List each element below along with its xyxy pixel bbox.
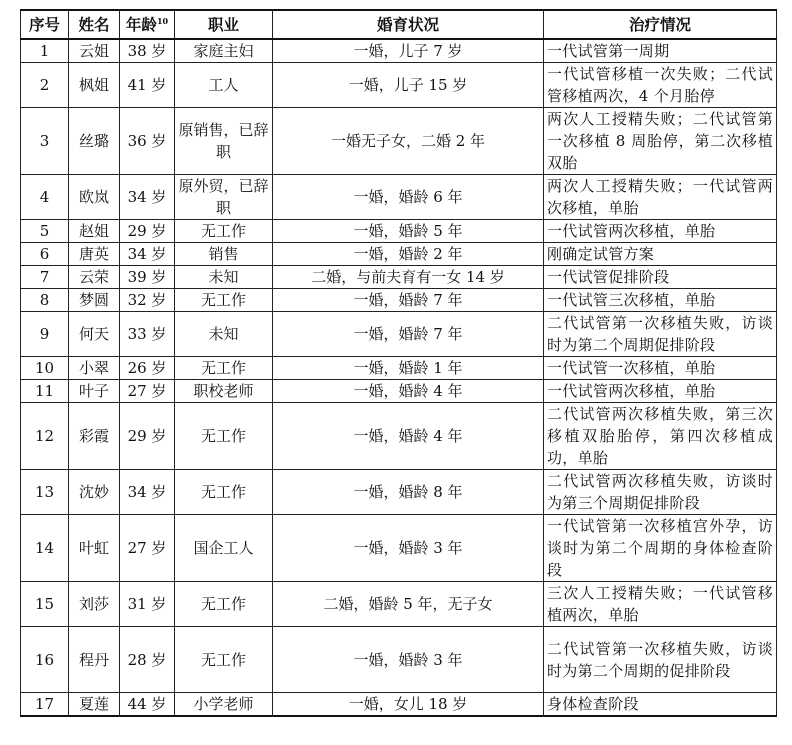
cell-index: 10 [21, 357, 69, 380]
cell-age: 29 岁 [120, 220, 175, 243]
cell-treatment: 一代试管第一次移植宫外孕，访谈时为第二个周期的身体检查阶段 [544, 515, 777, 582]
cell-age: 44 岁 [120, 693, 175, 717]
header-index: 序号 [21, 10, 69, 39]
cell-marriage: 二婚，婚龄 5 年，无子女 [273, 582, 544, 627]
cell-index: 17 [21, 693, 69, 717]
table-row [21, 175, 777, 220]
cell-age: 31 岁 [120, 582, 175, 627]
cell-age: 34 岁 [120, 175, 175, 220]
table-row [21, 515, 777, 582]
cell-job: 原销售，已辞职 [175, 108, 273, 175]
cell-age: 41 岁 [120, 63, 175, 108]
cell-marriage: 一婚，婚龄 7 年 [273, 289, 544, 312]
cell-index: 12 [21, 403, 69, 470]
cell-job: 家庭主妇 [175, 39, 273, 63]
cell-job: 无工作 [175, 627, 273, 693]
cell-job: 工人 [175, 63, 273, 108]
table-row [21, 380, 777, 403]
cell-name: 唐英 [69, 243, 120, 266]
cell-marriage: 一婚，婚龄 1 年 [273, 357, 544, 380]
cell-job: 无工作 [175, 403, 273, 470]
table-row [21, 403, 777, 470]
cell-index: 15 [21, 582, 69, 627]
table-row [21, 627, 777, 693]
cell-age: 34 岁 [120, 243, 175, 266]
cell-index: 14 [21, 515, 69, 582]
table-body [21, 39, 777, 716]
cell-age: 27 岁 [120, 515, 175, 582]
cell-name: 叶子 [69, 380, 120, 403]
header-age [120, 10, 175, 39]
cell-treatment: 一代试管两次移植，单胎 [544, 380, 777, 403]
cell-treatment: 二代试管两次移植失败，第三次移植双胎胎停，第四次移植成功，单胎 [544, 403, 777, 470]
table-row [21, 220, 777, 243]
cell-index: 1 [21, 39, 69, 63]
cell-job: 未知 [175, 266, 273, 289]
cell-age: 32 岁 [120, 289, 175, 312]
table-row [21, 312, 777, 357]
cell-age: 34 岁 [120, 470, 175, 515]
table-row [21, 582, 777, 627]
header-treatment: 治疗情况 [544, 10, 777, 39]
cell-name: 程丹 [69, 627, 120, 693]
header-job: 职业 [175, 10, 273, 39]
table-row [21, 63, 777, 108]
cell-treatment: 一代试管三次移植，单胎 [544, 289, 777, 312]
header-marriage: 婚育状况 [273, 10, 544, 39]
cell-marriage: 一婚，女儿 18 岁 [273, 693, 544, 717]
interviewee-table [20, 9, 777, 717]
cell-job: 无工作 [175, 357, 273, 380]
cell-age: 39 岁 [120, 266, 175, 289]
header-age-label: 年龄 [125, 14, 157, 34]
cell-name: 夏莲 [69, 693, 120, 717]
cell-name: 云荣 [69, 266, 120, 289]
cell-marriage: 一婚，婚龄 5 年 [273, 220, 544, 243]
cell-job: 职校老师 [175, 380, 273, 403]
cell-treatment: 二代试管第一次移植失败，访谈时为第二个周期的促排阶段 [544, 627, 777, 693]
header-row [21, 10, 777, 39]
cell-treatment: 一代试管移植一次失败；二代试管移植两次，4 个月胎停 [544, 63, 777, 108]
cell-job: 未知 [175, 312, 273, 357]
cell-treatment: 一代试管第一周期 [544, 39, 777, 63]
cell-name: 叶虹 [69, 515, 120, 582]
cell-treatment: 两次人工授精失败；二代试管第一次移植 8 周胎停，第二次移植双胎 [544, 108, 777, 175]
cell-index: 5 [21, 220, 69, 243]
cell-treatment: 一代试管一次移植，单胎 [544, 357, 777, 380]
cell-name: 欧岚 [69, 175, 120, 220]
cell-marriage: 一婚，婚龄 2 年 [273, 243, 544, 266]
cell-job: 销售 [175, 243, 273, 266]
table-header [21, 10, 777, 39]
cell-treatment: 二代试管两次移植失败，访谈时为第三个周期促排阶段 [544, 470, 777, 515]
cell-name: 彩霞 [69, 403, 120, 470]
cell-name: 何天 [69, 312, 120, 357]
cell-age: 38 岁 [120, 39, 175, 63]
cell-marriage: 一婚，婚龄 7 年 [273, 312, 544, 357]
table-row [21, 470, 777, 515]
cell-name: 丝璐 [69, 108, 120, 175]
cell-name: 沈妙 [69, 470, 120, 515]
cell-name: 赵姐 [69, 220, 120, 243]
header-name: 姓名 [69, 10, 120, 39]
cell-index: 2 [21, 63, 69, 108]
cell-marriage: 一婚，婚龄 4 年 [273, 403, 544, 470]
cell-age: 27 岁 [120, 380, 175, 403]
cell-age: 28 岁 [120, 627, 175, 693]
cell-marriage: 一婚，儿子 7 岁 [273, 39, 544, 63]
cell-marriage: 一婚，儿子 15 岁 [273, 63, 544, 108]
table-row [21, 39, 777, 63]
cell-marriage: 二婚，与前夫育有一女 14 岁 [273, 266, 544, 289]
cell-marriage: 一婚，婚龄 6 年 [273, 175, 544, 220]
cell-name: 云姐 [69, 39, 120, 63]
cell-marriage: 一婚，婚龄 8 年 [273, 470, 544, 515]
cell-index: 7 [21, 266, 69, 289]
cell-treatment: 刚确定试管方案 [544, 243, 777, 266]
table-row [21, 243, 777, 266]
cell-index: 3 [21, 108, 69, 175]
cell-marriage: 一婚，婚龄 4 年 [273, 380, 544, 403]
cell-index: 6 [21, 243, 69, 266]
cell-index: 4 [21, 175, 69, 220]
cell-index: 13 [21, 470, 69, 515]
cell-treatment: 两次人工授精失败；一代试管两次移植，单胎 [544, 175, 777, 220]
table-row [21, 693, 777, 717]
cell-marriage: 一婚无子女，二婚 2 年 [273, 108, 544, 175]
cell-age: 33 岁 [120, 312, 175, 357]
cell-job: 无工作 [175, 289, 273, 312]
table-row [21, 266, 777, 289]
table-row [21, 108, 777, 175]
cell-job: 无工作 [175, 582, 273, 627]
cell-age: 36 岁 [120, 108, 175, 175]
age-footnote-ref: 10 [156, 15, 169, 26]
cell-job: 国企工人 [175, 515, 273, 582]
cell-job: 无工作 [175, 470, 273, 515]
table-row [21, 357, 777, 380]
cell-index: 8 [21, 289, 69, 312]
cell-job: 小学老师 [175, 693, 273, 717]
cell-name: 小翠 [69, 357, 120, 380]
cell-marriage: 一婚，婚龄 3 年 [273, 515, 544, 582]
cell-name: 梦圆 [69, 289, 120, 312]
cell-treatment: 一代试管促排阶段 [544, 266, 777, 289]
cell-name: 枫姐 [69, 63, 120, 108]
cell-treatment: 身体检查阶段 [544, 693, 777, 717]
cell-job: 原外贸，已辞职 [175, 175, 273, 220]
cell-age: 26 岁 [120, 357, 175, 380]
cell-treatment: 一代试管两次移植，单胎 [544, 220, 777, 243]
cell-job: 无工作 [175, 220, 273, 243]
cell-name: 刘莎 [69, 582, 120, 627]
table-row [21, 289, 777, 312]
cell-index: 9 [21, 312, 69, 357]
cell-age: 29 岁 [120, 403, 175, 470]
cell-index: 11 [21, 380, 69, 403]
cell-treatment: 三次人工授精失败；一代试管移植两次，单胎 [544, 582, 777, 627]
cell-index: 16 [21, 627, 69, 693]
cell-treatment: 二代试管第一次移植失败，访谈时为第二个周期促排阶段 [544, 312, 777, 357]
cell-marriage: 一婚，婚龄 3 年 [273, 627, 544, 693]
